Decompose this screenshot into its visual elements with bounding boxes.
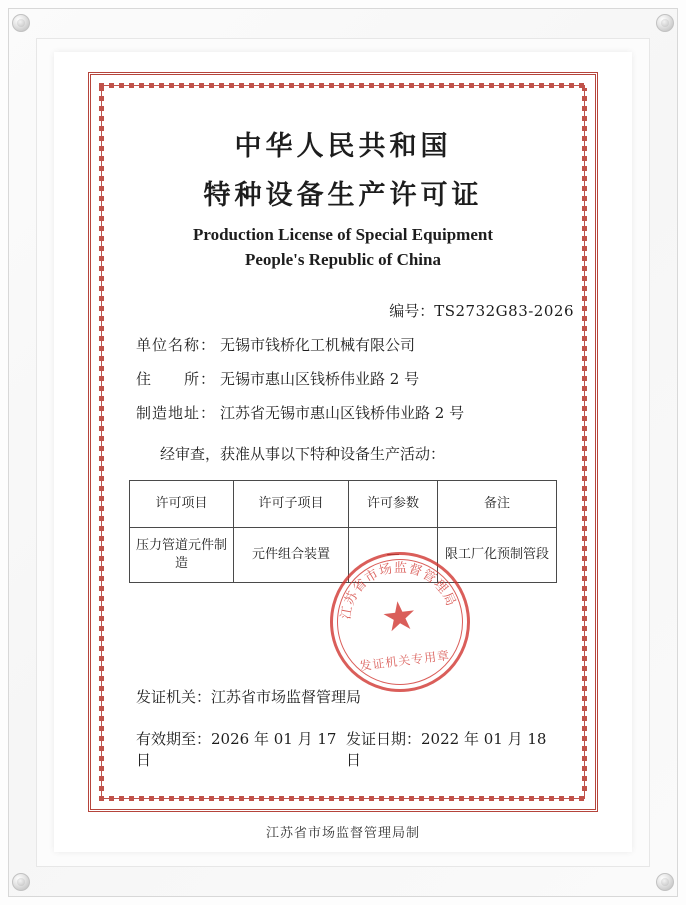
mount-screw-top-right xyxy=(656,14,674,32)
field-address-label: 住 所： xyxy=(136,370,217,388)
mount-screw-bottom-left xyxy=(12,873,30,891)
field-company-name-value: 无锡市钱桥化工机械有限公司 xyxy=(220,336,416,354)
seal-bottom-text: 发证机关专用章 xyxy=(358,648,451,674)
mount-screw-top-left xyxy=(12,14,30,32)
field-address-value: 无锡市惠山区钱桥伟业路 2 号 xyxy=(220,370,420,388)
field-company-name xyxy=(100,334,586,355)
certificate-number-value: TS2732G83-2026 xyxy=(434,302,574,320)
issuer-row xyxy=(136,686,361,707)
approval-statement: 经审查，获准从事以下特种设备生产活动： xyxy=(160,445,446,463)
footer-note: 江苏省市场监督管理局制 xyxy=(265,826,420,841)
title-english-line1: Production License of Special Equipment xyxy=(192,225,494,244)
cell-permit-subitem: 元件组合装置 xyxy=(233,528,348,583)
dates-row xyxy=(136,728,556,770)
title-english-line2: People's Republic of China xyxy=(245,250,441,269)
field-company-name-label: 单位名称： xyxy=(136,336,217,354)
table-header-remarks: 备注 xyxy=(437,481,556,528)
field-manufacturing-address xyxy=(100,402,586,423)
table-header-row xyxy=(130,481,557,528)
field-manufacturing-address-value: 江苏省无锡市惠山区钱桥伟业路 2 号 xyxy=(220,404,465,422)
issuer-value: 江苏省市场监督管理局 xyxy=(211,688,362,706)
issue-date xyxy=(346,728,556,770)
cell-permit-parameter: — xyxy=(349,528,438,583)
official-seal xyxy=(322,544,478,700)
table-header-permit-subitem: 许可子项目 xyxy=(233,481,348,528)
table-header-permit-item: 许可项目 xyxy=(130,481,234,528)
issue-date-label: 发证日期： xyxy=(346,730,422,748)
certificate-number-label: 编号： xyxy=(389,302,435,320)
title-chinese-line2: 特种设备生产许可证 xyxy=(203,180,483,211)
table-header-permit-parameter: 许可参数 xyxy=(349,481,438,528)
seal-star-icon: ★ xyxy=(378,591,420,641)
field-address xyxy=(100,368,586,389)
field-manufacturing-address-label: 制造地址： xyxy=(136,404,217,422)
seal-top-text: 江苏省市场监督管理局 xyxy=(338,560,459,621)
cell-remarks: 限工厂化预制管段 xyxy=(437,528,556,583)
mount-screw-bottom-right xyxy=(656,873,674,891)
cell-permit-item: 压力管道元件制造 xyxy=(130,528,234,583)
validity-date-value: 2026 年 01 月 17 日 xyxy=(136,730,337,769)
certificate-number xyxy=(100,300,586,321)
validity-date-label: 有效期至： xyxy=(136,730,212,748)
issuer-label: 发证机关： xyxy=(136,688,212,706)
issue-date-value: 2022 年 01 月 18 日 xyxy=(346,730,547,769)
validity-date xyxy=(136,728,346,770)
title-chinese-line1: 中华人民共和国 xyxy=(234,131,452,162)
